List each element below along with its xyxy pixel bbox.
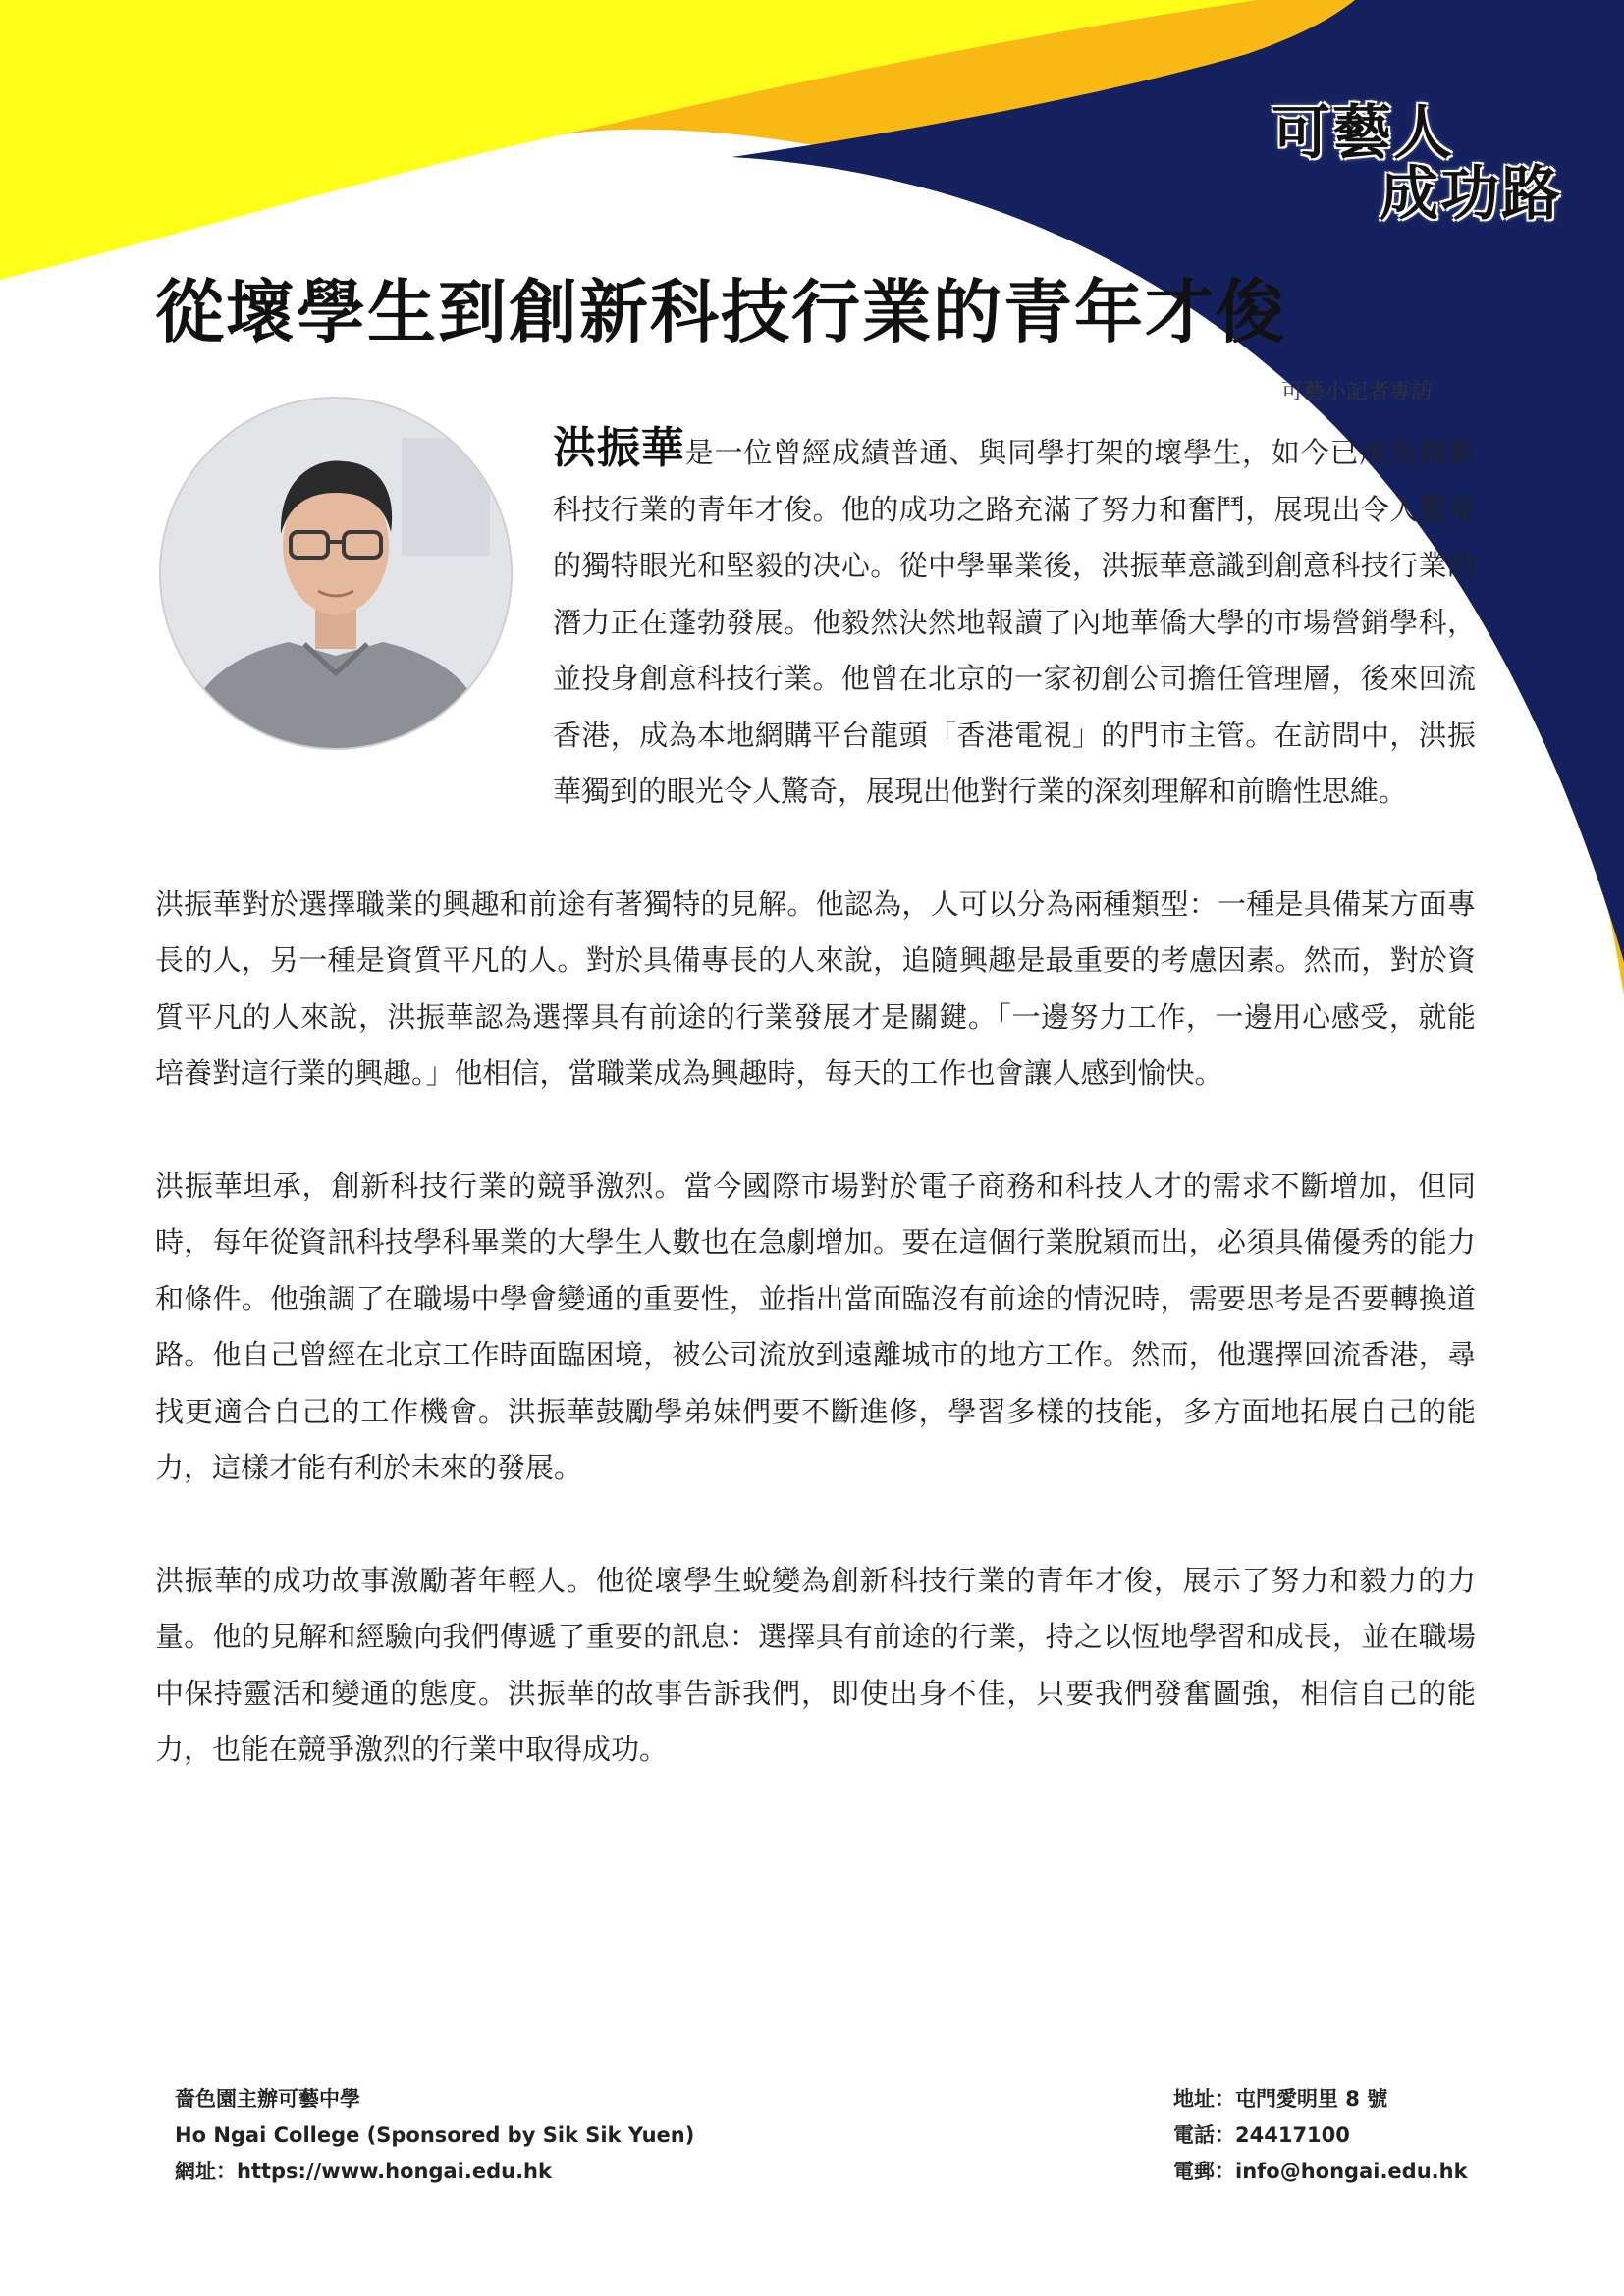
address-value: 屯門愛明里 8 號 [1235, 2087, 1388, 2110]
address-row [1173, 2081, 1468, 2117]
website-label: 網址： [175, 2160, 237, 2183]
logo-line-1: 可藝人 [1272, 99, 1454, 168]
logo-line-2: 成功路 [1380, 160, 1562, 229]
footer-contact-info [1173, 2081, 1468, 2190]
intro-text: 是一位曾經成績普通、與同學打架的壞學生，如今已成為創新科技行業的青年才俊。他的成功之路充滿了努力和奮鬥，展現出令人驚奇的獨特眼光和堅毅的决心。從中學畢業後，洪振華意識到創意科技行業的潛力正在蓬勃發展。他毅然決然地報讀了內地華僑大學的市場營銷學科，並投身創意科技行業。他曾在北京的一家初創公司擔任管理層，後來回流香港，成為本地網購平台龍頭「香港電視」的門市主管。在訪問中，洪振華獨到的眼光令人驚奇，展現出他對行業的深刻理解和前瞻性思維。 [553, 436, 1476, 808]
website-row [175, 2154, 694, 2190]
footer-school-info [175, 2081, 694, 2190]
college-motto-logo [1272, 86, 1596, 229]
phone-value: 24417100 [1235, 2123, 1350, 2147]
byline: 可藝小記者專訪 [1281, 380, 1434, 404]
phone-row [1173, 2117, 1468, 2154]
email-label: 電郵： [1173, 2160, 1235, 2183]
email-row [1173, 2154, 1468, 2190]
website-link[interactable]: https://www.hongai.edu.hk [237, 2160, 552, 2183]
school-name-cn: 嗇色園主辦可藝中學 [175, 2087, 360, 2110]
article-body [155, 420, 1476, 1779]
phone-label: 電話： [1173, 2123, 1235, 2147]
body-paragraph-3: 洪振華的成功故事激勵著年輕人。他從壞學生蛻變為創新科技行業的青年才俊，展示了努力和毅力的力量。他的見解和經驗向我們傳遞了重要的訊息：選擇具有前途的行業，持之以恆地學習和成長，並在職場中保持靈活和變通的態度。洪振華的故事告訴我們，即使出身不佳，只要我們發奮圖強，相信自己的能力，也能在競爭激烈的行業中取得成功。 [155, 1563, 1476, 1766]
photo-text-wrap-spacer [155, 420, 553, 798]
interviewee-name: 洪振華 [553, 423, 685, 473]
email-link[interactable]: info@hongai.edu.hk [1235, 2160, 1468, 2183]
article-title: 從壞學生到創新科技行業的青年才俊 [155, 272, 1286, 352]
school-name-en: Ho Ngai College (Sponsored by Sik Sik Yuen) [175, 2123, 695, 2147]
body-paragraph-1: 洪振華對於選擇職業的興趣和前途有著獨特的見解。他認為，人可以分為兩種類型：一種是具備某方面專長的人，另一種是資質平凡的人。對於具備專長的人來說，追隨興趣是最重要的考慮因素。然而，對於資質平凡的人來說，洪振華認為選擇具有前途的行業發展才是關鍵。「一邊努力工作，一邊用心感受，就能培養對這行業的興趣。」他相信，當職業成為興趣時，每天的工作也會讓人感到愉快。 [155, 886, 1476, 1090]
address-label: 地址： [1173, 2087, 1235, 2110]
body-paragraph-2: 洪振華坦承，創新科技行業的競爭激烈。當今國際市場對於電子商務和科技人才的需求不斷增加，但同時，每年從資訊科技學科畢業的大學生人數也在急劇增加。要在這個行業脫穎而出，必須具備優秀的能力和條件。他強調了在職場中學會變通的重要性，並指出當面臨沒有前途的情況時，需要思考是否要轉換道路。他自己曾經在北京工作時面臨困境，被公司流放到遠離城市的地方工作。然而，他選擇回流香港，尋找更適合自己的工作機會。洪振華鼓勵學弟妹們要不斷進修，學習多樣的技能，多方面地拓展自己的能力，這樣才能有利於未來的發展。 [155, 1168, 1476, 1484]
